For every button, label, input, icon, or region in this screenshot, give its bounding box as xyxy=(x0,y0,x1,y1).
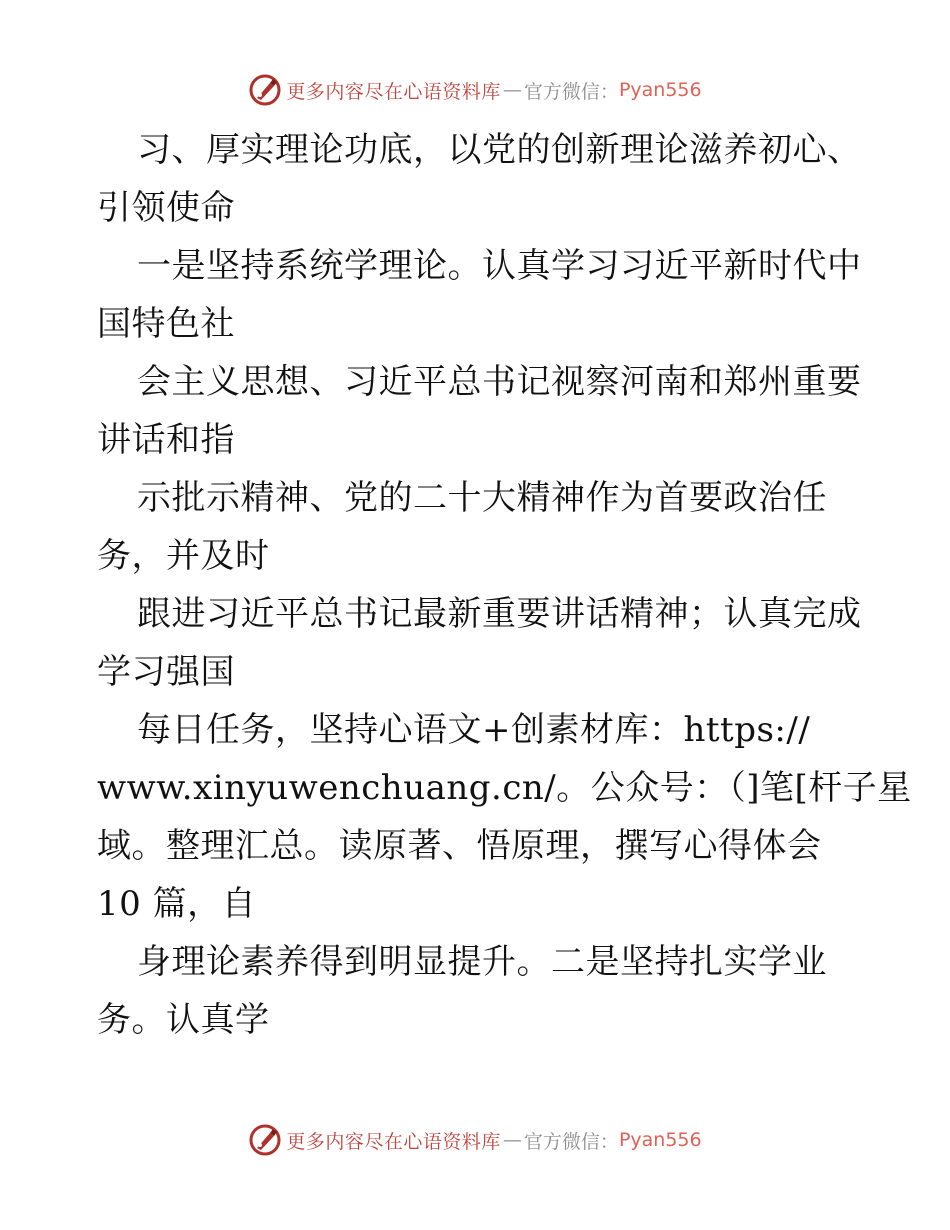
pen-logo-icon xyxy=(248,73,282,107)
text-line: 10 篇，自 xyxy=(97,884,257,924)
text-line: 务，并及时 xyxy=(97,536,270,576)
header-watermark xyxy=(0,72,950,108)
footer-watermark xyxy=(0,1122,950,1158)
text-line: 会主义思想、习近平总书记视察河南和郑州重要 xyxy=(137,362,862,402)
watermark-wechat-id: Pyan556 xyxy=(618,79,702,101)
text-line: 引领使命 xyxy=(97,188,235,228)
watermark-wechat-label: 官方微信： xyxy=(523,80,619,103)
watermark-separator: — xyxy=(502,79,522,101)
text-line: 域。整理汇总。读原著、悟原理，撰写心得体会 xyxy=(97,826,822,866)
watermark-wechat-label: 官方微信： xyxy=(523,1130,619,1153)
watermark-site-text: 更多内容尽在心语资料库 xyxy=(286,80,501,103)
text-line: 跟进习近平总书记最新重要讲话精神；认真完成 xyxy=(137,594,862,634)
text-line: 一是坚持系统学理论。认真学习习近平新时代中 xyxy=(137,246,862,286)
watermark-separator: — xyxy=(502,1129,522,1151)
text-line: 学习强国 xyxy=(97,652,235,692)
text-line: 身理论素养得到明显提升。二是坚持扎实学业 xyxy=(137,942,827,982)
watermark-site-text: 更多内容尽在心语资料库 xyxy=(286,1130,501,1153)
document-body xyxy=(97,121,912,1049)
text-line: 习、厚实理论功底，以党的创新理论滋养初心、 xyxy=(137,130,862,170)
text-line: 务。认真学 xyxy=(97,1000,270,1040)
text-line: www.xinyuwenchuang.cn/。公众号：（]笔[杆子星 xyxy=(97,768,912,808)
text-line: 国特色社 xyxy=(97,304,235,344)
text-line: 讲话和指 xyxy=(97,420,235,460)
pen-logo-icon xyxy=(248,1123,282,1157)
text-line: 示批示精神、党的二十大精神作为首要政治任 xyxy=(137,478,827,518)
text-line: 每日任务，坚持心语文+创素材库：https:// xyxy=(137,710,811,750)
watermark-wechat-id: Pyan556 xyxy=(618,1129,702,1151)
